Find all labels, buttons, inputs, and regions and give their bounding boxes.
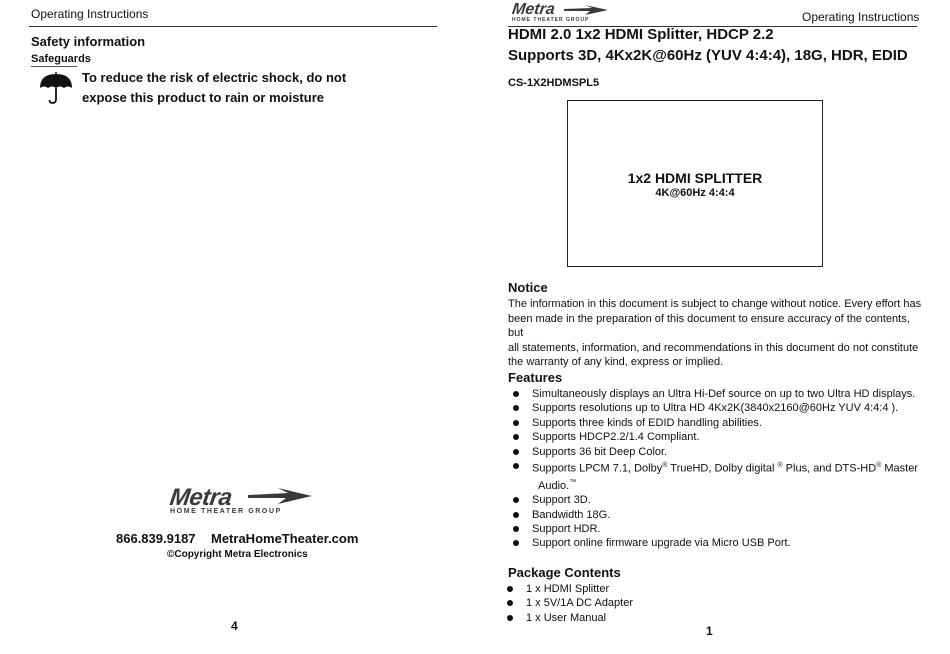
subsection-title: Safeguards — [31, 53, 91, 65]
header-rule — [29, 26, 437, 27]
list-item: 1 x User Manual — [501, 611, 801, 625]
metra-logo-small — [510, 2, 610, 24]
audio-text: Supports LPCM 7.1, Dolby — [532, 462, 663, 475]
contact-phone: 866.839.9187 — [116, 531, 196, 546]
list-item: 1 x 5V/1A DC Adapter — [501, 596, 801, 610]
notice-line: the warranty of any kind, express or implied. — [508, 356, 724, 368]
features-title: Features — [508, 370, 563, 385]
contact-website[interactable]: MetraHomeTheater.com — [211, 531, 359, 546]
left-page-header: Operating Instructions — [31, 7, 149, 21]
package-title: Package Contents — [508, 565, 621, 580]
features-list — [507, 387, 927, 551]
metra-logo — [166, 484, 314, 520]
notice-title: Notice — [508, 280, 548, 295]
warning-line: expose this product to rain or moisture — [82, 90, 324, 105]
warning-text — [82, 68, 346, 108]
logo-tagline: HOME THEATER GROUP — [170, 508, 282, 515]
subsection-underline — [31, 66, 77, 67]
umbrella-icon — [38, 70, 74, 106]
logo-bolt-icon — [564, 4, 608, 16]
audio-text: Audio. — [538, 479, 570, 492]
registered-mark: ® — [777, 462, 783, 470]
package-list — [501, 582, 801, 625]
title-line: HDMI 2.0 1x2 HDMI Splitter, HDCP 2.2 — [508, 26, 774, 43]
notice-line: The information in this document is subject to change without notice. Every effort has — [508, 298, 922, 310]
list-item: Supports three kinds of EDID handling abilities. — [507, 416, 927, 430]
document-title — [508, 24, 908, 66]
notice-text — [508, 297, 928, 370]
logo-wordmark: Metra — [510, 1, 556, 18]
product-image-box — [567, 100, 823, 267]
logo-tagline: HOME THEATER GROUP — [512, 17, 590, 23]
registered-mark: ® — [662, 462, 668, 470]
logo-bolt-icon — [248, 486, 312, 506]
notice-line: all statements, information, and recommendations in this document do not constitute — [508, 341, 919, 354]
notice-line: been made in the preparation of this document to ensure accuracy of the contents, but — [508, 312, 910, 339]
title-line: Supports 3D, 4Kx2K@60Hz (YUV 4:4:4), 18G, HDR, EDID — [508, 47, 908, 64]
list-item: Supports HDCP2.2/1.4 Compliant. — [507, 430, 927, 444]
list-item-audio — [507, 459, 927, 493]
product-image-label: 1x2 HDMI SPLITTER — [627, 170, 763, 186]
audio-text: TrueHD, Dolby digital — [667, 462, 778, 475]
copyright: ©Copyright Metra Electronics — [167, 549, 308, 560]
list-item: Simultaneously displays an Ultra Hi-Def source on up to two Ultra HD displays. — [507, 387, 927, 401]
logo-wordmark: Metra — [168, 484, 234, 511]
product-image-sublabel: 4K@60Hz 4:4:4 — [655, 187, 735, 199]
warning-line: To reduce the risk of electric shock, do not — [82, 70, 347, 85]
model-number: CS-1X2HDMSPL5 — [508, 77, 600, 89]
trademark-mark: ™ — [569, 479, 577, 487]
list-item: Supports 36 bit Deep Color. — [507, 445, 927, 459]
audio-text: Plus, and DTS-HD — [782, 462, 877, 475]
list-item: Bandwidth 18G. — [507, 508, 927, 522]
audio-text: Master — [881, 462, 919, 475]
right-page-header: Operating Instructions — [802, 10, 920, 24]
list-item: 1 x HDMI Splitter — [501, 582, 801, 596]
list-item: Supports resolutions up to Ultra HD 4Kx2K(3840x2160@60Hz YUV 4:4:4 ). — [507, 401, 927, 415]
registered-mark: ® — [876, 462, 882, 470]
list-item: Support HDR. — [507, 522, 927, 536]
section-title: Safety information — [31, 34, 146, 49]
list-item: Support online firmware upgrade via Micro USB Port. — [507, 536, 927, 550]
left-page-number: 4 — [231, 619, 238, 633]
right-page-number: 1 — [706, 624, 713, 638]
list-item: Support 3D. — [507, 493, 927, 507]
